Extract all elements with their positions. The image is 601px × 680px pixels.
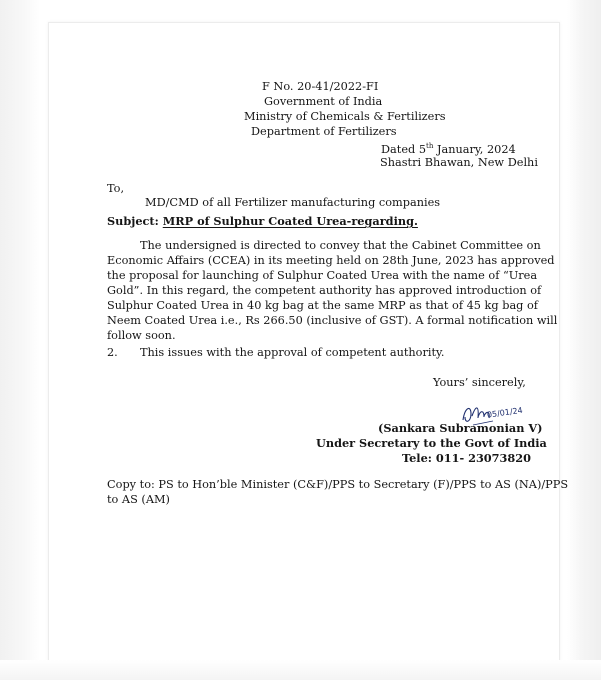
paragraph-1-line: Neem Coated Urea i.e., Rs 266.50 (inclusive of GST). A formal notification will <box>107 314 558 327</box>
paragraph-2-number: 2. <box>107 346 118 359</box>
ministry-line: Ministry of Chemicals & Fertilizers <box>244 110 446 123</box>
government-line: Government of India <box>264 95 383 108</box>
date-suffix: January, 2024 <box>433 142 516 156</box>
subject-label: Subject: <box>107 214 159 228</box>
signatory-designation: Under Secretary to the Govt of India <box>316 436 547 450</box>
signatory-phone: Tele: 011- 23073820 <box>402 451 531 465</box>
bottom-shadow <box>0 660 601 680</box>
subject-line <box>107 214 418 229</box>
salutation: Yours’ sincerely, <box>433 376 526 389</box>
paragraph-1-line: Gold”. In this regard, the competent authority has approved introduction of <box>107 284 542 297</box>
copy-to-line-1: Copy to: PS to Hon’ble Minister (C&F)/PPS to Secretary (F)/PPS to AS (NA)/PPS <box>107 478 569 491</box>
paragraph-1-line: the proposal for launching of Sulphur Coated Urea with the name of “Urea <box>107 269 538 282</box>
date-ordinal: th <box>426 142 434 150</box>
date-prefix: Dated 5 <box>381 142 427 156</box>
copy-to-line-2: to AS (AM) <box>107 493 170 506</box>
to-label: To, <box>107 182 125 195</box>
paragraph-1-line: Economic Affairs (CCEA) in its meeting held on 28th June, 2023 has approved <box>107 254 555 267</box>
paragraph-1-line: follow soon. <box>107 329 176 342</box>
left-margin-shadow <box>0 0 40 680</box>
signatory-name: (Sankara Subramonian V) <box>378 421 543 435</box>
paragraph-1-line: The undersigned is directed to convey that the Cabinet Committee on <box>140 239 541 252</box>
paragraph-1 <box>107 238 558 343</box>
signature-date: 05/01/24 <box>486 405 524 420</box>
subject-text: MRP of Sulphur Coated Urea-regarding. <box>162 214 418 228</box>
place-line: Shastri Bhawan, New Delhi <box>380 156 538 169</box>
recipient: MD/CMD of all Fertilizer manufacturing companies <box>145 196 441 209</box>
department-line: Department of Fertilizers <box>251 125 397 138</box>
paragraph-1-line: Sulphur Coated Urea in 40 kg bag at the same MRP as that of 45 kg bag of <box>107 299 538 312</box>
file-number: F No. 20-41/2022-FI <box>262 80 379 93</box>
paragraph-2-text: This issues with the approval of competent authority. <box>140 346 445 359</box>
right-margin-shadow <box>567 0 601 680</box>
